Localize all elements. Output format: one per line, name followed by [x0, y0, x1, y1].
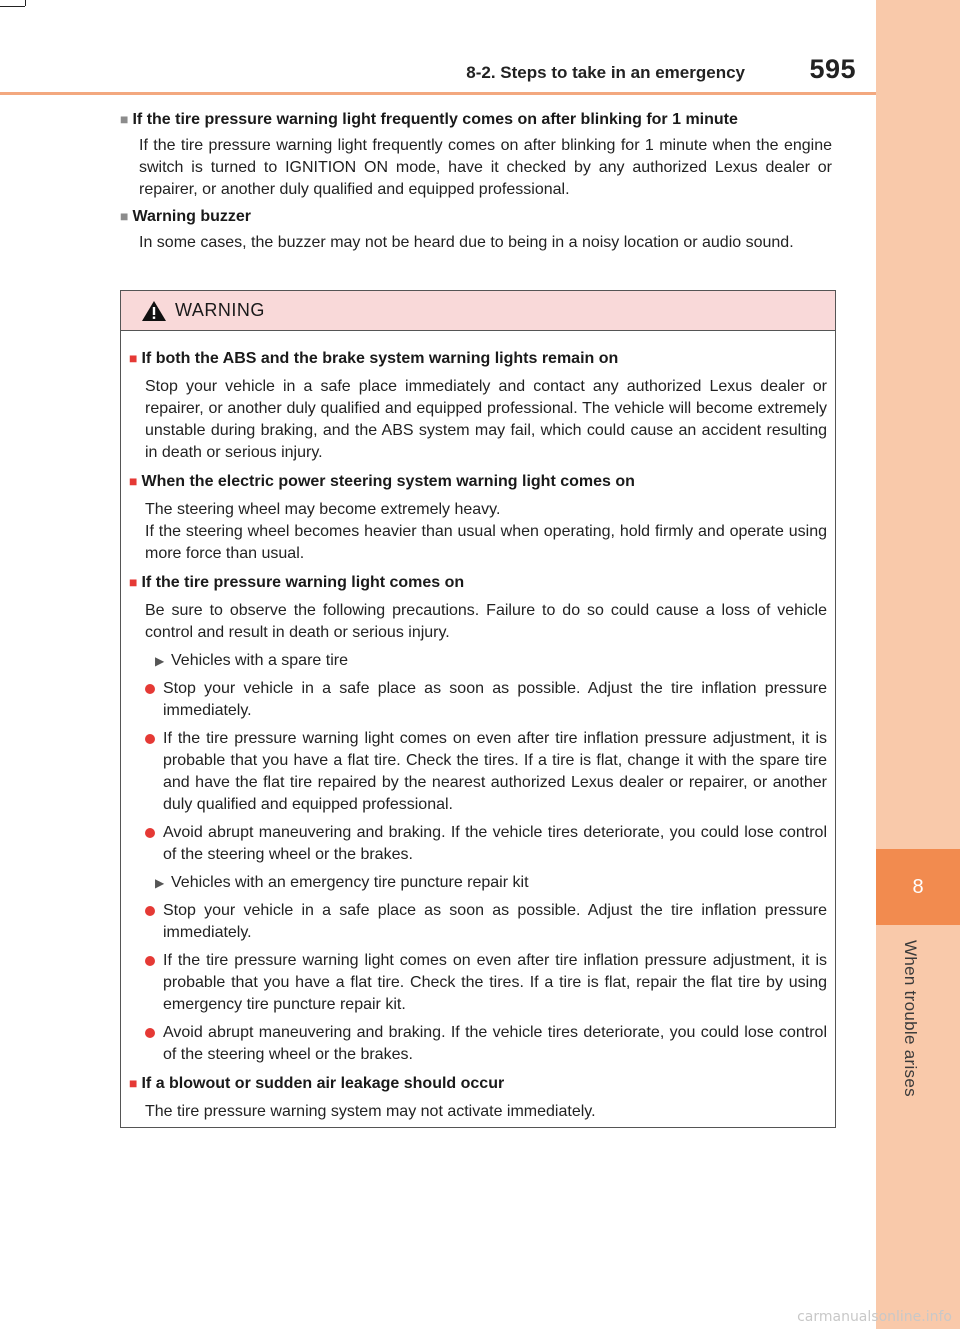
- square-bullet-icon: ■: [120, 208, 129, 224]
- intro-heading: ■ Warning buzzer: [120, 208, 251, 225]
- chapter-side-tab: [876, 0, 960, 1329]
- dot-bullet-icon: [145, 684, 155, 694]
- warning-paragraph: The steering wheel may become extremely heavy. If the steering wheel becomes heavier than usual when operating, hold firmly and operate using more force than usual.: [145, 501, 827, 562]
- dot-bullet-icon: [145, 1028, 155, 1038]
- intro-content: [120, 108, 832, 258]
- intro-heading: ■ If the tire pressure warning light frequently comes on after blinking for 1 minute: [120, 111, 738, 128]
- crop-mark: [0, 6, 25, 7]
- square-bullet-icon: ■: [129, 1075, 138, 1091]
- warning-header: [121, 291, 835, 331]
- dot-bullet-icon: [145, 956, 155, 966]
- list-item: If the tire pressure warning light comes on even after tire inflation pressure adjustment, it is probable that you have a flat tire. Check the tires. If a tire is flat, repair the flat tire by using emergency tire puncture repair kit.: [145, 950, 827, 1016]
- page-number: 595: [809, 54, 856, 84]
- warning-box: [120, 290, 836, 1128]
- warning-paragraph: The tire pressure warning system may not activate immediately.: [145, 1103, 596, 1120]
- triangle-bullet-icon: ▶: [155, 654, 165, 668]
- header-rule: [0, 92, 876, 95]
- list-item: Stop your vehicle in a safe place as soon as possible. Adjust the tire inflation pressure immediately.: [145, 678, 827, 722]
- sub-heading: ▶ Vehicles with an emergency tire puncture repair kit: [155, 872, 827, 894]
- list-item: Avoid abrupt maneuvering and braking. If the vehicle tires deteriorate, you could lose control of the steering wheel or the brakes.: [145, 822, 827, 866]
- crop-mark: [25, 0, 26, 6]
- dot-bullet-icon: [145, 828, 155, 838]
- square-bullet-icon: ■: [129, 574, 138, 590]
- warning-heading: ■ If both the ABS and the brake system warning lights remain on: [129, 350, 619, 367]
- square-bullet-icon: ■: [129, 473, 138, 489]
- warning-paragraph: Stop your vehicle in a safe place immediately and contact any authorized Lexus dealer or repairer, or another duly qualified and equipped professional. The vehicle will become extremely unstable during braking, and the ABS system may fail, which could cause an accident resulting in death or serious injury.: [145, 378, 827, 461]
- triangle-bullet-icon: ▶: [155, 876, 165, 890]
- warning-heading: ■ If a blowout or sudden air leakage should occur: [129, 1075, 505, 1092]
- warning-heading: ■ If the tire pressure warning light comes on: [129, 574, 465, 591]
- dot-bullet-icon: [145, 734, 155, 744]
- watermark: carmanualsonline.info: [797, 1309, 952, 1325]
- section-title: 8-2. Steps to take in an emergency: [466, 63, 745, 82]
- list-item: Stop your vehicle in a safe place as soon as possible. Adjust the tire inflation pressure immediately.: [145, 900, 827, 944]
- dot-bullet-icon: [145, 906, 155, 916]
- warning-body: [121, 331, 835, 1123]
- warning-title: WARNING: [175, 300, 265, 320]
- list-item: Avoid abrupt maneuvering and braking. If the vehicle tires deteriorate, you could lose control of the steering wheel or the brakes.: [145, 1022, 827, 1066]
- sub-heading: ▶ Vehicles with a spare tire: [155, 650, 827, 672]
- warning-heading: ■ When the electric power steering system warning light comes on: [129, 473, 635, 490]
- square-bullet-icon: ■: [129, 350, 138, 366]
- warning-paragraph: Be sure to observe the following precautions. Failure to do so could cause a loss of vehicle control and result in death or serious injury.: [145, 602, 827, 641]
- chapter-number-box: [876, 849, 960, 925]
- intro-paragraph: If the tire pressure warning light frequently comes on after blinking for 1 minute when the engine switch is turned to IGNITION ON mode, have it checked by any authorized Lexus dealer or repairer, or another duly qualified and equipped professional.: [139, 137, 832, 198]
- square-bullet-icon: ■: [120, 111, 129, 127]
- warning-triangle-icon: [141, 300, 167, 322]
- chapter-label: When trouble arises: [901, 940, 920, 1097]
- list-item: If the tire pressure warning light comes on even after tire inflation pressure adjustment, it is probable that you have a flat tire. Check the tires. If a tire is flat, change it with the spare tire and have the flat tire repaired by the nearest authorized Lexus dealer or repairer, or another duly qualified and equipped professional.: [145, 728, 827, 816]
- intro-paragraph: In some cases, the buzzer may not be heard due to being in a noisy location or audio sound.: [139, 234, 794, 251]
- chapter-number: 8: [912, 875, 924, 898]
